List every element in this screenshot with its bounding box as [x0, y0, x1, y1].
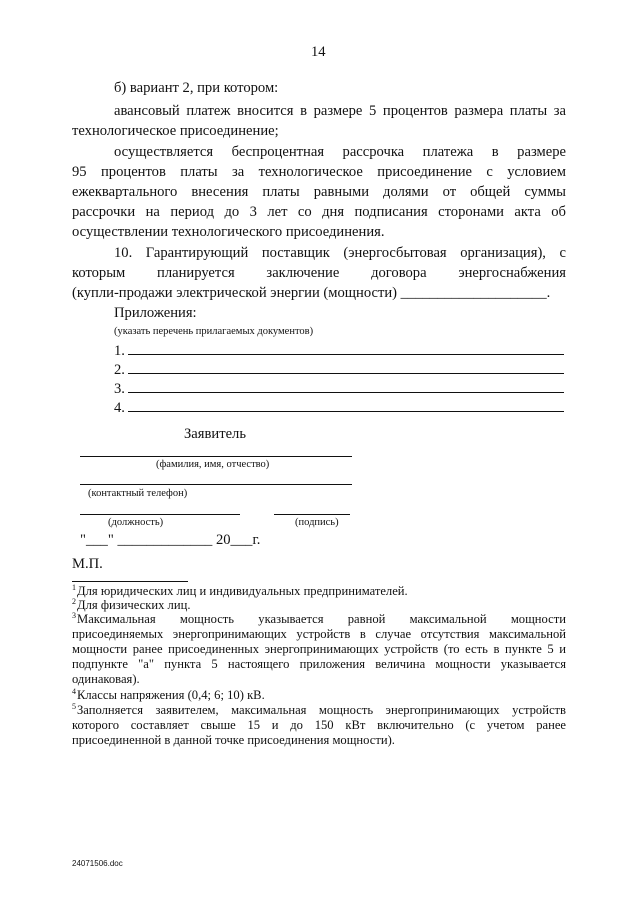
attachment-line-2: [128, 373, 564, 374]
footer-filename: 24071506.doc: [72, 859, 123, 868]
item10-line1: 10. Гарантирующий поставщик (энергосбытовая организация), с: [114, 245, 566, 261]
footnote-3-line5: одинаковая).: [72, 672, 140, 686]
date-line: "___" _____________ 20___г.: [80, 532, 261, 548]
position-label: (должность): [108, 517, 164, 528]
attachments-heading: Приложения:: [114, 305, 197, 321]
applicant-heading: Заявитель: [184, 426, 246, 442]
page-number: 14: [311, 44, 326, 60]
attachment-line-3: [128, 392, 564, 393]
footnote-5-line2: которого составляет свыше 15 и до 150 кВт включительно (с учетом ранее: [72, 718, 566, 732]
footnote-2-mark: 2: [72, 597, 76, 606]
position-line: [80, 514, 240, 515]
variant-p2-line3: ежеквартального внесения платы равными долями от общей суммы: [72, 184, 566, 200]
footnote-3-line2: присоединяемых энергопринимающих устройств в случае отсутствия максимальной: [72, 627, 566, 641]
footnote-4-mark: 4: [72, 687, 76, 696]
variant-p2-line5: осуществлении технологического присоединения.: [72, 224, 385, 240]
attachment-number-3: 3.: [114, 381, 125, 397]
signature-line: [274, 514, 350, 515]
variant-p1-line2: технологическое присоединение;: [72, 123, 279, 139]
footnote-2-text: Для физических лиц.: [77, 598, 191, 612]
signature-label: (подпись): [295, 517, 339, 528]
variant-p1-line1: авансовый платеж вносится в размере 5 процентов размера платы за: [114, 103, 566, 119]
variant-heading: б) вариант 2, при котором:: [114, 80, 279, 96]
fio-line: [80, 456, 352, 457]
attachments-hint: (указать перечень прилагаемых документов): [114, 326, 314, 337]
footnote-5-line3: присоединенной в данной точке присоединения мощности).: [72, 733, 395, 747]
variant-p2-line4: рассрочки на период до 3 лет со дня подписания сторонами акта об: [72, 204, 566, 220]
attachment-line-4: [128, 411, 564, 412]
footnote-1-mark: 1: [72, 583, 76, 592]
fio-label: (фамилия, имя, отчество): [156, 459, 270, 470]
footnote-4-text: Классы напряжения (0,4; 6; 10) кВ.: [77, 688, 265, 702]
stamp-label: М.П.: [72, 556, 103, 572]
attachment-number-2: 2.: [114, 362, 125, 378]
footnote-5-mark: 5: [72, 702, 76, 711]
footnote-3-text-1: Максимальная мощность указывается равной максимальной мощности: [77, 612, 566, 626]
attachment-number-4: 4.: [114, 400, 125, 416]
footnote-1-text: Для юридических лиц и индивидуальных предпринимателей.: [77, 584, 408, 598]
footnote-3-line4: подпункте "а" пункта 5 настоящего приложения величина мощности указывается: [72, 657, 566, 671]
item10-line3: (купли-продажи электрической энергии (мощности) ____________________.: [72, 285, 551, 301]
phone-line: [80, 484, 352, 485]
variant-p2-line1: осуществляется беспроцентная рассрочка платежа в размере: [114, 144, 566, 160]
footnote-3-line3: мощности ранее присоединенных энергопринимающих устройств (то есть в пункте 5 и: [72, 642, 566, 656]
footnote-5-text-1: Заполняется заявителем, максимальная мощность энергопринимающих устройств: [77, 703, 566, 717]
attachment-line-1: [128, 354, 564, 355]
variant-p2-line2: 95 процентов платы за технологическое присоединение с условием: [72, 164, 566, 180]
item10-line2: которым планируется заключение договора энергоснабжения: [72, 265, 566, 281]
footnote-3-mark: 3: [72, 611, 76, 620]
attachment-number-1: 1.: [114, 343, 125, 359]
phone-label: (контактный телефон): [88, 488, 188, 499]
footnote-separator: [72, 581, 188, 582]
